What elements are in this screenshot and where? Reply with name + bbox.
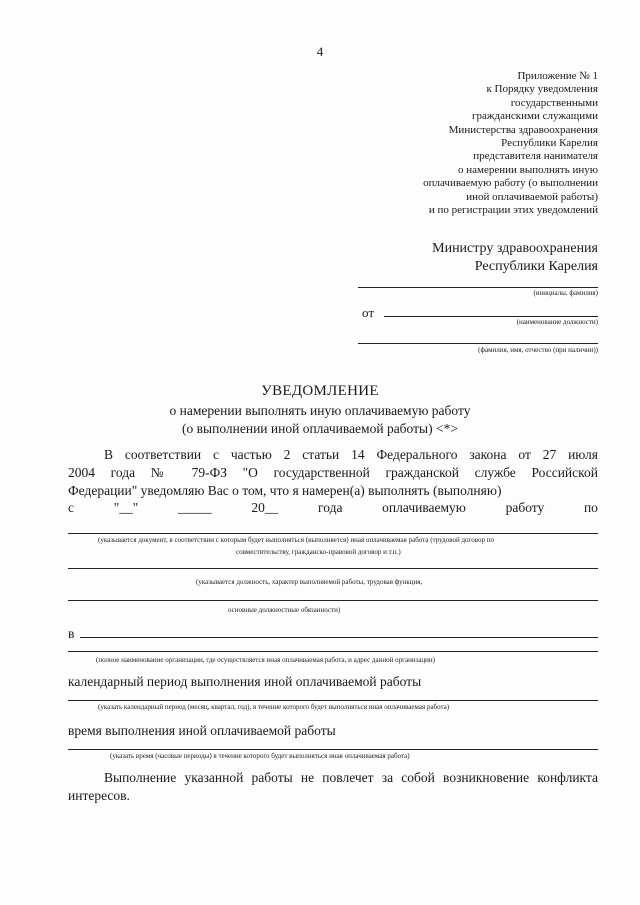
position-caption: (наименование должности) xyxy=(516,318,598,326)
job-description-line[interactable] xyxy=(68,568,598,569)
date-from: с xyxy=(68,500,74,515)
duties-line[interactable] xyxy=(68,600,598,601)
initials-caption: (инициалы, фамилия) xyxy=(533,289,598,297)
final-line-1: Выполнение указанной работы не повлечет за собой возникновение конфликта xyxy=(104,770,598,785)
time-label: время выполнения иной оплачиваемой работы xyxy=(68,723,336,738)
appendix-line: Приложение № 1 xyxy=(517,70,598,82)
appendix-line: Республики Карелия xyxy=(501,137,598,150)
date-paid: оплачиваемую xyxy=(382,500,466,515)
page-number: 4 xyxy=(316,44,324,59)
addressee-block xyxy=(432,240,598,276)
appendix-line: и по регистрации этих уведомлений xyxy=(428,204,598,217)
document-caption-2: совместительству, гражданско-правовой договор и т.п.) xyxy=(236,548,401,556)
date-year[interactable]: 20__ xyxy=(251,500,279,515)
period-line[interactable] xyxy=(68,700,598,701)
date-row xyxy=(68,500,598,516)
appendix-line: о намерении выполнять иную xyxy=(458,163,598,176)
appendix-line: к Порядку уведомления xyxy=(486,83,598,96)
appendix-header xyxy=(338,70,598,217)
time-caption: (указать время (часовые периоды) в течение которого будет выполняться иная оплачиваемая работа) xyxy=(110,752,410,760)
date-goda: года xyxy=(318,500,343,515)
notice-title: УВЕДОМЛЕНИЕ xyxy=(261,383,379,399)
body-line-3: Федерации" уведомляю Вас о том, что я намерен(а) выполнять (выполняю) xyxy=(68,483,502,498)
notice-subtitle-1: о намерении выполнять иную оплачиваемую работу xyxy=(169,403,471,418)
fullname-caption: (фамилия, имя, отчество (при наличии)) xyxy=(478,346,598,354)
date-day[interactable]: "__" xyxy=(113,500,139,515)
job-caption-1: (указывается должность, характер выполняемой работы, трудовая функция, xyxy=(196,578,423,586)
period-caption: (указать календарный период (месяц, квартал, год), в течение которого будет выполняться иная оплачиваемая работа) xyxy=(98,703,450,711)
date-work: работу xyxy=(505,500,545,515)
position-line[interactable] xyxy=(384,316,598,317)
appendix-line: оплачиваемую работу (о выполнении xyxy=(423,177,598,190)
org-prefix: в xyxy=(68,626,75,641)
organization-caption: (полное наименование организации, где осуществляется иная оплачиваемая работа, и адрес данной организации) xyxy=(96,656,436,664)
fullname-line[interactable] xyxy=(358,343,598,344)
notice-subtitle-2: (о выполнении иной оплачиваемой работы) <*> xyxy=(182,421,458,436)
time-line[interactable] xyxy=(68,749,598,750)
document-caption-1: (указывается документ, в соответствии с которым будет выполняться (выполняется) иная оплачиваемая работа (трудовой договор по xyxy=(98,536,494,544)
organization-line[interactable] xyxy=(80,637,598,638)
document-basis-line[interactable] xyxy=(68,533,598,534)
appendix-line: представителя нанимателя xyxy=(473,150,598,163)
addressee-line-2: Республики Карелия xyxy=(474,259,598,274)
period-label: календарный период выполнения иной оплачиваемой работы xyxy=(68,674,422,689)
from-label: от xyxy=(362,305,375,320)
appendix-line: Министерства здравоохранения xyxy=(448,123,598,136)
appendix-line: гражданскими служащими xyxy=(472,110,598,123)
addressee-line-1: Министру здравоохранения xyxy=(432,241,598,256)
date-month[interactable]: _____ xyxy=(177,500,212,515)
job-caption-2: основные должностные обязанности) xyxy=(228,606,341,614)
organization-address-line[interactable] xyxy=(68,651,598,652)
body-line-1: В соответствии с частью 2 статьи 14 Федерального закона от 27 июля xyxy=(104,447,598,462)
final-line-2: интересов. xyxy=(68,788,130,803)
appendix-line: иной оплачиваемой работы) xyxy=(466,190,598,203)
date-po: по xyxy=(583,500,598,515)
initials-line[interactable] xyxy=(358,287,598,288)
appendix-line: государственными xyxy=(510,96,598,109)
body-line-2: 2004 года № 79-ФЗ "О государственной гражданской службе Российской xyxy=(68,465,598,480)
